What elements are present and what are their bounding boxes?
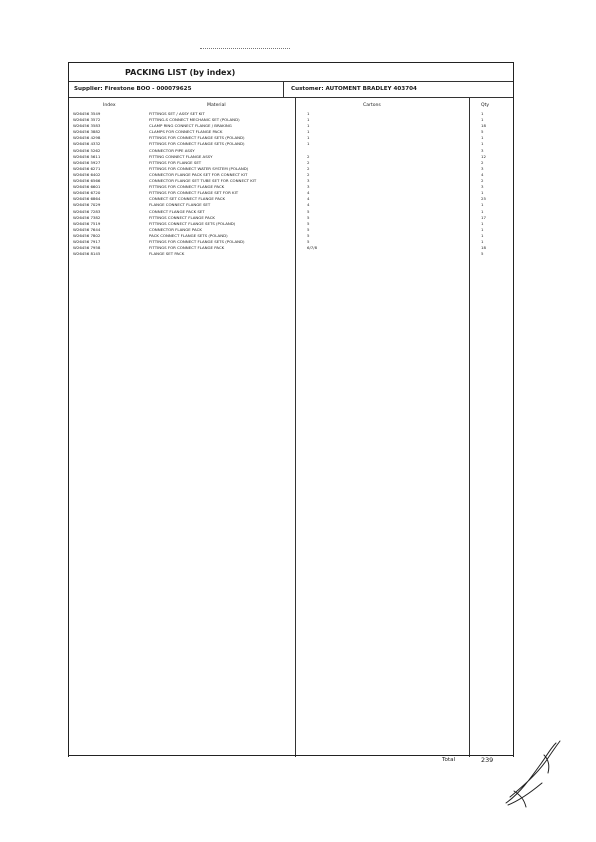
row-material: CONNECTOR FLANGE PACK bbox=[149, 226, 202, 232]
row-cartons: 1 bbox=[307, 117, 310, 123]
row-cartons: 5 bbox=[307, 232, 310, 238]
row-material: CONNECTOR FLANGE PACK SET FOR CONNECT KIT bbox=[149, 171, 248, 177]
document-title: PACKING LIST (by index) bbox=[125, 68, 236, 77]
row-cartons: 2 bbox=[307, 153, 310, 159]
col-header-material: Material bbox=[207, 103, 226, 108]
row-cartons: 4 bbox=[307, 196, 310, 202]
row-qty: 3 bbox=[481, 147, 484, 153]
row-index: W26456 6720 bbox=[73, 190, 101, 196]
row-qty: 3 bbox=[481, 165, 484, 171]
row-material: FITTINGS FOR FLANGE SET bbox=[149, 159, 202, 165]
divider bbox=[283, 81, 284, 97]
row-cartons: 3 bbox=[307, 178, 310, 184]
row-index: W26456 7917 bbox=[73, 238, 101, 244]
row-index: W26456 6566 bbox=[73, 178, 101, 184]
row-index: W26456 7802 bbox=[73, 232, 101, 238]
row-material: CONNECT SET CONNECT FLANGE PACK bbox=[149, 196, 226, 202]
row-index: W26456 6271 bbox=[73, 165, 101, 171]
row-material: CLAMP RING CONNECT FLANGE / BRAKING bbox=[149, 123, 232, 129]
row-qty: 5 bbox=[481, 251, 484, 257]
row-material: CLAMPS FOR CONNECT FLANGE PACK bbox=[149, 129, 223, 135]
row-index: W26456 3882 bbox=[73, 129, 101, 135]
row-index: W26456 6864 bbox=[73, 196, 101, 202]
row-cartons: 5 bbox=[307, 226, 310, 232]
row-index: W26456 8145 bbox=[73, 251, 101, 257]
row-index: W26456 3549 bbox=[73, 111, 101, 116]
scan-noise bbox=[200, 48, 290, 50]
row-qty: 18 bbox=[481, 245, 486, 251]
row-cartons: 3 bbox=[307, 184, 310, 190]
row-material: FITTINGS FOR CONNECT FLANGE SETS (POLAND) bbox=[149, 141, 245, 147]
row-cartons: 1 bbox=[307, 135, 310, 141]
row-qty: 1 bbox=[481, 111, 484, 116]
row-qty: 12 bbox=[481, 153, 486, 159]
row-index: W26456 7519 bbox=[73, 220, 101, 226]
row-qty: 1 bbox=[481, 226, 484, 232]
row-index: W26456 7029 bbox=[73, 202, 101, 208]
row-cartons: 4 bbox=[307, 190, 310, 196]
row-index: W26456 4298 bbox=[73, 135, 101, 141]
row-material: FITTINGS SET / ASSY SET KIT bbox=[149, 111, 205, 116]
signature bbox=[500, 735, 570, 811]
row-qty: 25 bbox=[481, 196, 486, 202]
packing-list-table bbox=[68, 62, 514, 757]
row-cartons: 4 bbox=[307, 202, 310, 208]
row-cartons: 2 bbox=[307, 171, 310, 177]
row-cartons: 5 bbox=[307, 214, 310, 220]
row-material: FITTINGS FOR CONNECT WATER SYSTEM (POLAND) bbox=[149, 165, 249, 171]
row-material: FITTINGS CONNECT FLANGE PACK bbox=[149, 214, 215, 220]
supplier-customer-row bbox=[69, 81, 513, 98]
row-material: CONNECTOR FLANGE SET TUBE SET FOR CONNECT KIT bbox=[149, 178, 257, 184]
row-cartons: 1 bbox=[307, 129, 310, 135]
row-qty: 4 bbox=[481, 171, 484, 177]
row-index: W26456 7644 bbox=[73, 226, 101, 232]
row-material: FITTINGS FOR CONNECT FLANGE PACK bbox=[149, 184, 225, 190]
row-material: FITTINGS FOR CONNECT FLANGE SETS (POLAND) bbox=[149, 135, 245, 141]
row-qty: 1 bbox=[481, 117, 484, 123]
row-cartons: 1 bbox=[307, 141, 310, 147]
row-material: FITTINGS CONNECT FLANGE SETS (POLAND) bbox=[149, 220, 236, 226]
bottom-border bbox=[68, 755, 514, 756]
row-cartons: 2 bbox=[307, 159, 310, 165]
row-cartons: 1 bbox=[307, 111, 310, 116]
row-cartons: 1 bbox=[307, 123, 310, 129]
row-index: W26456 3583 bbox=[73, 123, 101, 129]
row-index: W26456 5927 bbox=[73, 159, 101, 165]
row-material: FITTINGS FOR CONNECT FLANGE SET FOR KIT bbox=[149, 190, 239, 196]
row-cartons: 5 bbox=[307, 208, 310, 214]
row-cartons: 6/7/8 bbox=[307, 245, 318, 251]
table-body bbox=[69, 111, 513, 257]
row-qty: 1 bbox=[481, 135, 484, 141]
row-material: FITTING-S CONNECT MECHANIC SET (POLAND) bbox=[149, 117, 240, 123]
row-qty: 18 bbox=[481, 123, 486, 129]
col-header-index: Index bbox=[103, 103, 116, 108]
row-material: FITTINGS FOR CONNECT FLANGE SETS (POLAND) bbox=[149, 238, 245, 244]
row-qty: 17 bbox=[481, 214, 486, 220]
table-row bbox=[69, 251, 513, 257]
row-qty: 1 bbox=[481, 238, 484, 244]
row-index: W26456 6601 bbox=[73, 184, 101, 190]
row-material: FLANGE SET PACK bbox=[149, 251, 185, 257]
row-material: FITTINGS FOR CONNECT FLANGE PACK bbox=[149, 245, 225, 251]
row-material: FITTING CONNECT FLANGE ASSY bbox=[149, 153, 213, 159]
row-index: W26456 7382 bbox=[73, 214, 101, 220]
row-index: W26456 5611 bbox=[73, 153, 101, 159]
total-label: Total bbox=[442, 757, 456, 763]
row-qty: 1 bbox=[481, 141, 484, 147]
row-cartons: 5 bbox=[307, 238, 310, 244]
title-bar bbox=[69, 63, 513, 82]
row-index: W26456 7283 bbox=[73, 208, 101, 214]
col-header-qty: Qty bbox=[481, 103, 490, 108]
row-cartons: 2 bbox=[307, 165, 310, 171]
row-material: FLANGE CONNECT FLANGE SET bbox=[149, 202, 211, 208]
row-qty: 1 bbox=[481, 220, 484, 226]
row-index: W26456 5262 bbox=[73, 147, 101, 153]
row-material: PACK CONNECT FLANGE SETS (POLAND) bbox=[149, 232, 228, 238]
row-qty: 1 bbox=[481, 190, 484, 196]
row-qty: 2 bbox=[481, 178, 484, 184]
supplier-label: Supplier: Firestone BOO - 000079625 bbox=[74, 86, 192, 92]
row-index: W26456 7958 bbox=[73, 245, 101, 251]
row-qty: 3 bbox=[481, 184, 484, 190]
row-index: W26456 4332 bbox=[73, 141, 101, 147]
row-cartons: 5 bbox=[307, 220, 310, 226]
row-qty: 5 bbox=[481, 129, 484, 135]
customer-label: Customer: AUTOMENT BRADLEY 403704 bbox=[291, 86, 417, 92]
row-qty: 1 bbox=[481, 232, 484, 238]
total-value: 239 bbox=[481, 756, 494, 764]
row-qty: 1 bbox=[481, 208, 484, 214]
row-material: CONNECTOR PIPE ASSY bbox=[149, 147, 195, 153]
row-material: CONNECT FLANGE PACK SET bbox=[149, 208, 205, 214]
row-qty: 2 bbox=[481, 159, 484, 165]
row-index: W26456 6402 bbox=[73, 171, 101, 177]
col-header-cartons: Cartons bbox=[363, 103, 381, 108]
row-index: W26456 3572 bbox=[73, 117, 101, 123]
row-qty: 1 bbox=[481, 202, 484, 208]
